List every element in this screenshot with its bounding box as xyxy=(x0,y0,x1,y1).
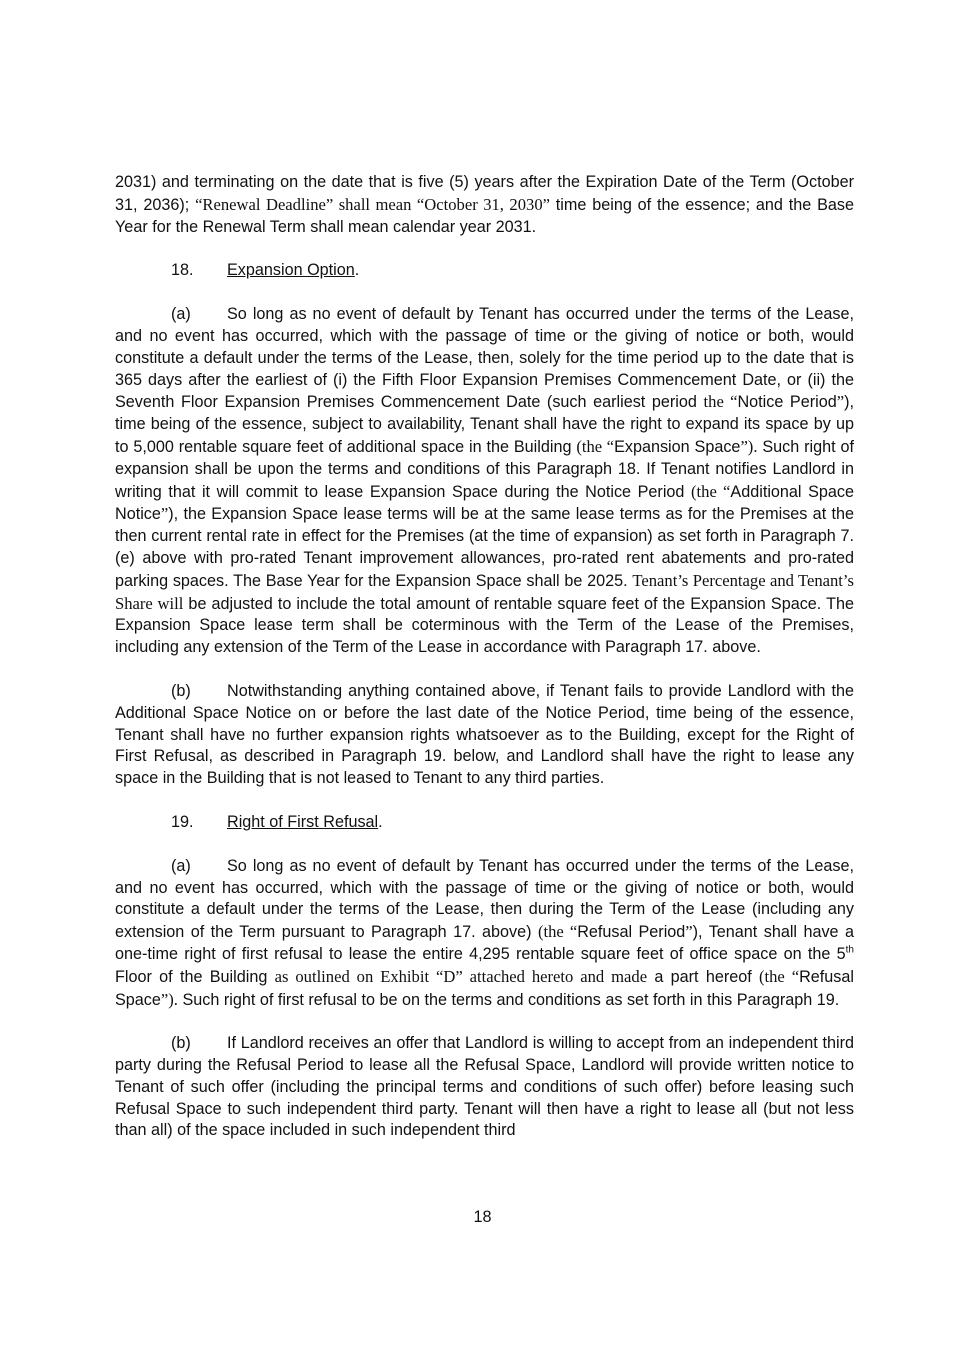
text-span: ), Tenant shall have a one-time right of first refusal to lease the entire 4,295 rentable square feet of office space on the 5 xyxy=(115,923,854,963)
text-span: ), the Expansion Space lease terms will be at the same lease terms as for the Premises at the then current rental rate in effect for the Premises (at the time of expansion) as set forth in Paragraph 7.(e) above with pro-rated Tenant improvement allowances, pro-rated rent abatements and pro-rated parking spaces. The Base Year for the Expansion Space shall be 2025. xyxy=(115,505,854,590)
text-span: 2031) and terminating on the date that is five (5) years after the Expiration Date of the Term (October 31, 2036); xyxy=(115,173,854,214)
text-span: (the “ xyxy=(576,436,615,456)
paragraph-19b xyxy=(115,1033,854,1142)
text-span: Such right of expansion shall be upon the terms and conditions of this Paragraph 18. If Tenant notifies Landlord in writing that it will commit to lease Expansion Space during the Notice Period xyxy=(115,437,855,501)
section-heading-18: 18. Expansion Option. xyxy=(171,260,854,282)
text-span: (the “ xyxy=(537,922,578,942)
text-span: the “ xyxy=(703,392,738,412)
subparagraph-label: (b) xyxy=(171,681,191,700)
text-span: Notice Period xyxy=(737,393,837,412)
paragraph-18a xyxy=(115,304,854,659)
text-span: be adjusted to include the total amount of rentable square feet of the Expansion Space. The Expansion Space lease term shall be coterminous with the Term of the Lease of the Premises, including any extension of the Term of the Lease in accordance with Paragraph 17. above. xyxy=(115,594,854,657)
text-span: Additional Space Notice xyxy=(115,482,855,524)
document-page xyxy=(115,172,854,1164)
text-span: Floor of the Building xyxy=(115,967,275,986)
text-span: “Renewal Deadline” shall mean “October 31, 2030” xyxy=(195,194,550,214)
subparagraph-label: (b) xyxy=(171,1034,191,1053)
text-span: So long as no event of default by Tenant has occurred under the terms of the Lease, and no event has occurred, which with the passage of time or the giving of notice or both, would constitute a default under the terms of the Lease, then, solely for the time period up to the date that is 365 days after the earliest of (i) the Fifth Floor Expansion Premises Commencement Date, or (ii) the Seventh Floor Expansion Premises Commencement Date (such earliest period xyxy=(115,305,854,412)
text-span: a part hereof xyxy=(647,967,759,986)
text-span: Notwithstanding anything contained above, if Tenant fails to provide Landlord with the Additional Space Notice on or before the last date of the Notice Period, time being of the essence, Tenant shall have no further expansion rights whatsoever as to the Building, except for the Right of First Refusal, as described in Paragraph 19. below, and Landlord shall have the right to lease any space in the Building that is not leased to Tenant to any third parties. xyxy=(115,681,854,788)
text-span: Such right of first refusal to be on the terms and conditions as set forth in this Paragraph 19. xyxy=(177,990,840,1009)
text-span: ” xyxy=(160,504,169,524)
subparagraph-label: (a) xyxy=(171,305,191,324)
subparagraph-label: (a) xyxy=(171,856,191,875)
section-title: Right of First Refusal xyxy=(227,812,379,831)
superscript: th xyxy=(845,944,854,956)
page-number: 18 xyxy=(473,1208,492,1226)
text-span: Refusal Period xyxy=(577,923,686,942)
section-title: Expansion Option xyxy=(227,261,355,280)
paragraph-19a xyxy=(115,856,854,1012)
section-number: 18. xyxy=(171,261,194,280)
text-span: time being of the essence; and the Base Year for the Renewal Term shall mean calendar year 2031. xyxy=(115,195,854,236)
paragraph-18b xyxy=(115,681,854,790)
text-span: (the “ xyxy=(759,966,800,986)
text-span: So long as no event of default by Tenant has occurred under the terms of the Lease, and no event has occurred, which with the passage of time or the giving of notice or both, would constitute a default under the terms of the Lease, then during the Term of the Lease (including any extension of the Term pursuant to Paragraph 17. above) xyxy=(115,856,854,942)
text-span: as outlined on Exhibit “D” attached hereto and made xyxy=(274,966,648,986)
text-span: Expansion Space xyxy=(614,437,741,456)
text-span: ”). xyxy=(160,989,178,1009)
text-span: ” xyxy=(836,392,845,412)
text-span: ”). xyxy=(740,436,758,456)
text-span: ), time being of the essence, subject to availability, Tenant shall have the right to expand its space by up to 5,000 rentable square feet of additional space in the Building xyxy=(115,393,854,456)
text-span: (the “ xyxy=(691,481,731,501)
paragraph-renewal-continuation xyxy=(115,172,854,238)
text-span: Refusal Space xyxy=(115,967,854,1009)
section-number: 19. xyxy=(171,812,194,831)
section-heading-19: 19. Right of First Refusal. xyxy=(171,812,854,834)
text-span: ” xyxy=(685,922,693,942)
text-span: Tenant’s Percentage and Tenant’s Share will xyxy=(115,570,854,613)
text-span: If Landlord receives an offer that Landlord is willing to accept from an independent third party during the Refusal Period to lease all the Refusal Space, Landlord will provide written notice to Tenant of such offer (including the principal terms and conditions of such offer) before leasing such Refusal Space to such independent third party. Tenant will then have a right to lease all (but not less than all) of the space included in such independent third xyxy=(115,1034,854,1140)
